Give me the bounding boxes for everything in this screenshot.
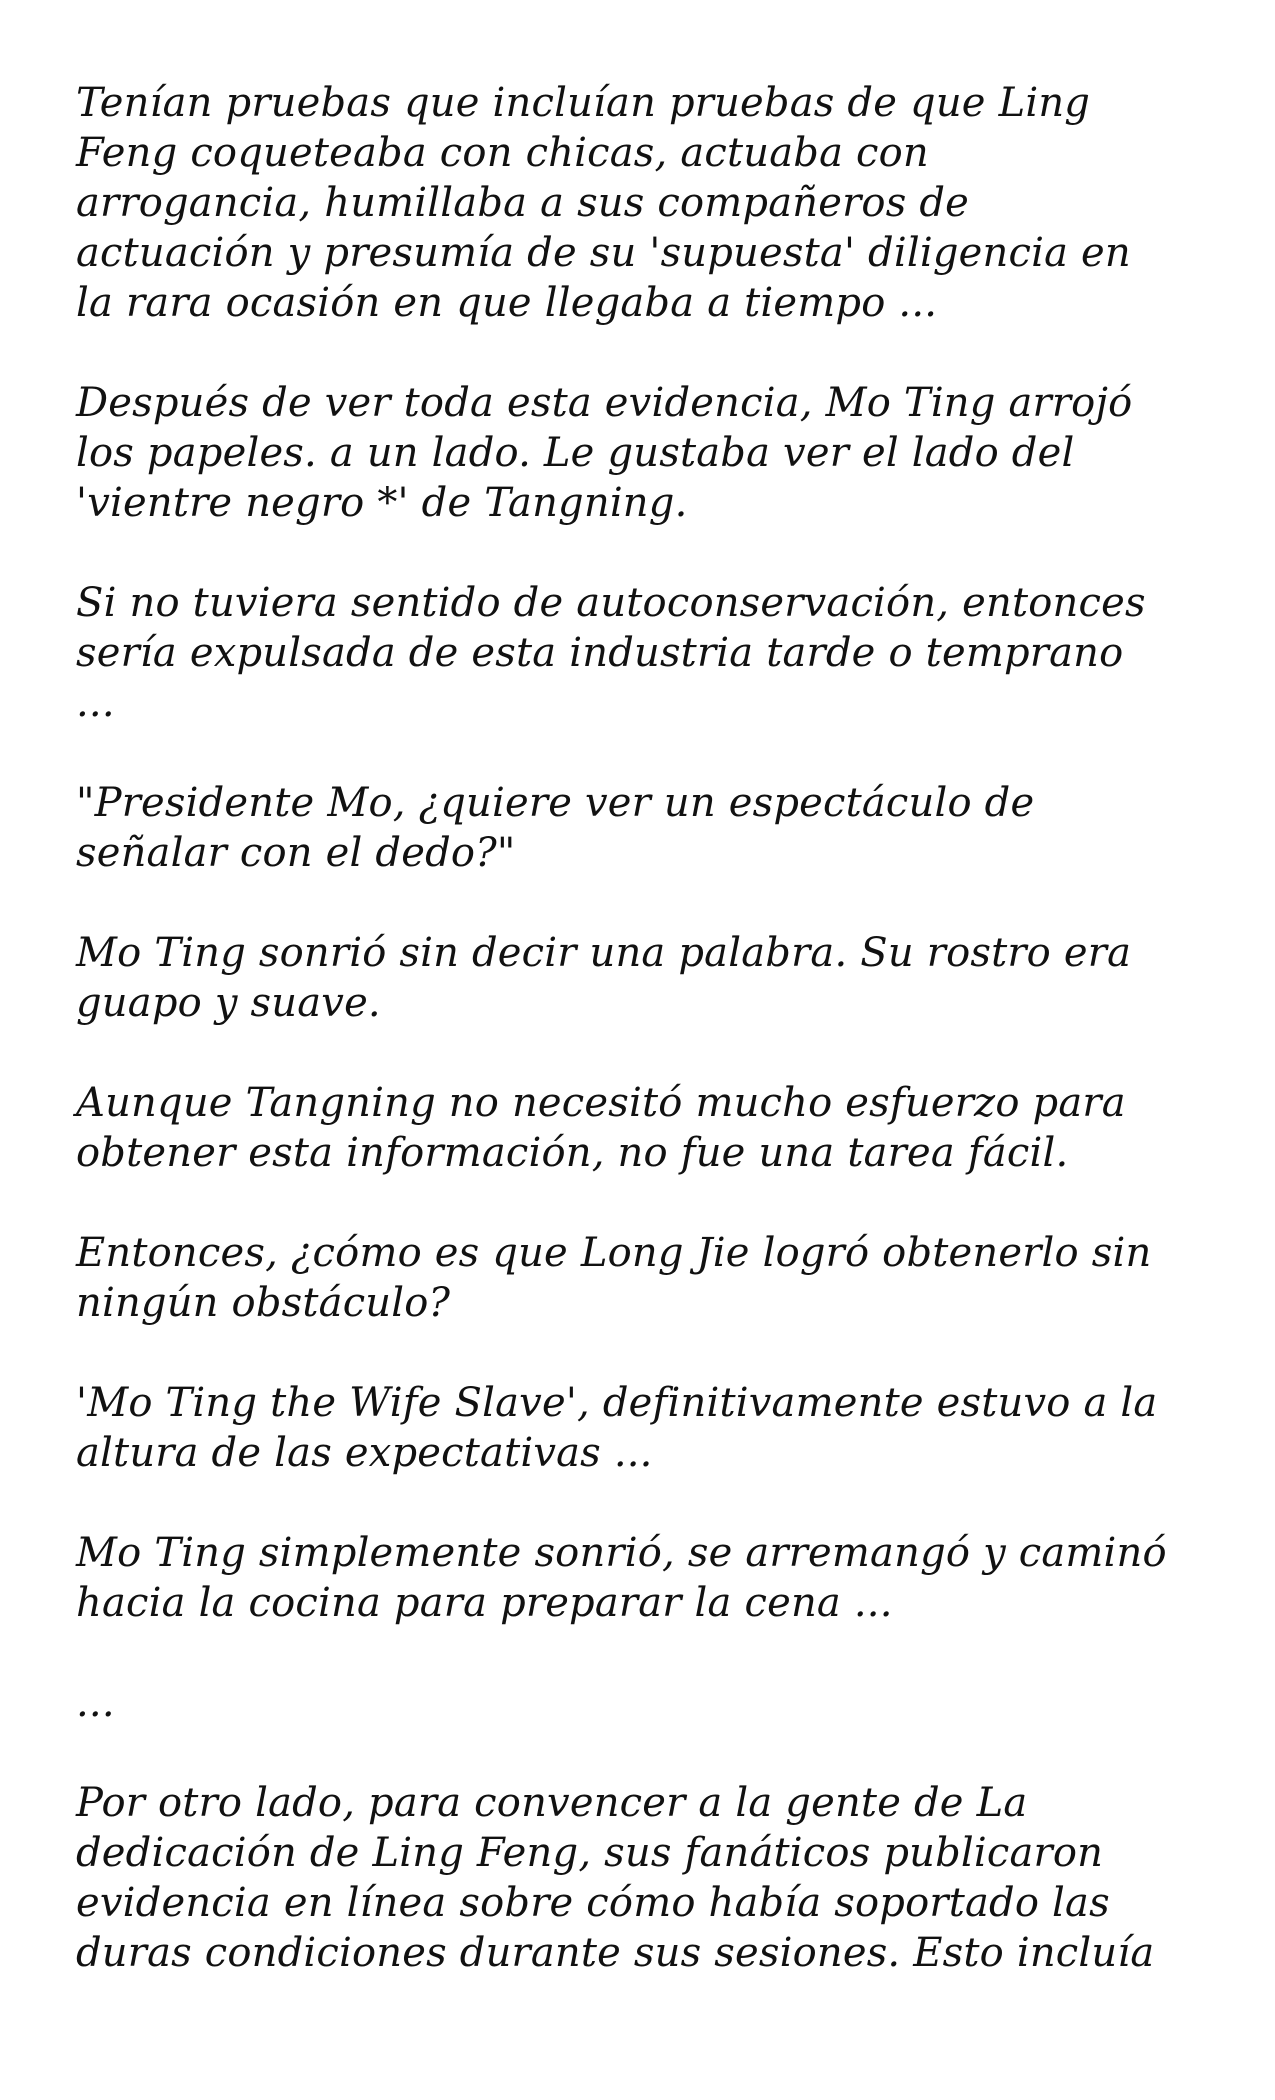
paragraph: Si no tuviera sentido de autoconservación, entonces sería expulsada de esta industria tarde o temprano ... <box>76 580 1146 726</box>
document-page <box>76 78 1216 1978</box>
paragraph: "Presidente Mo, ¿quiere ver un espectáculo de señalar con el dedo?" <box>76 780 1035 876</box>
paragraph: Entonces, ¿cómo es que Long Jie logró obtenerlo sin ningún obstáculo? <box>76 1230 1152 1326</box>
paragraph: Después de ver toda esta evidencia, Mo Ting arrojó los papeles. a un lado. Le gustaba ver el lado del 'vientre negro *' de Tangning. <box>76 380 1133 526</box>
paragraph: Mo Ting sonrió sin decir una palabra. Su rostro era guapo y suave. <box>76 930 1132 1026</box>
paragraph: Mo Ting simplemente sonrió, se arremangó y caminó hacia la cocina para preparar la cena ... <box>76 1530 1167 1626</box>
paragraph: 'Mo Ting the Wife Slave', definitivamente estuvo a la altura de las expectativas ... <box>76 1380 1158 1476</box>
paragraph-ellipsis: ... <box>76 1680 115 1726</box>
paragraph: Tenían pruebas que incluían pruebas de que Ling Feng coqueteaba con chicas, actuaba con arrogancia, humillaba a sus compañeros de actuación y presumía de su 'supuesta' diligencia en la rara ocasión en que llegaba a tiempo ... <box>76 80 1131 326</box>
paragraph: Aunque Tangning no necesitó mucho esfuerzo para obtener esta información, no fue una tarea fácil. <box>76 1080 1126 1176</box>
paragraph: Por otro lado, para convencer a la gente de La dedicación de Ling Feng, sus fanáticos publicaron evidencia en línea sobre cómo había soportado las duras condiciones durante sus sesiones. Esto incluía <box>76 1780 1155 1976</box>
